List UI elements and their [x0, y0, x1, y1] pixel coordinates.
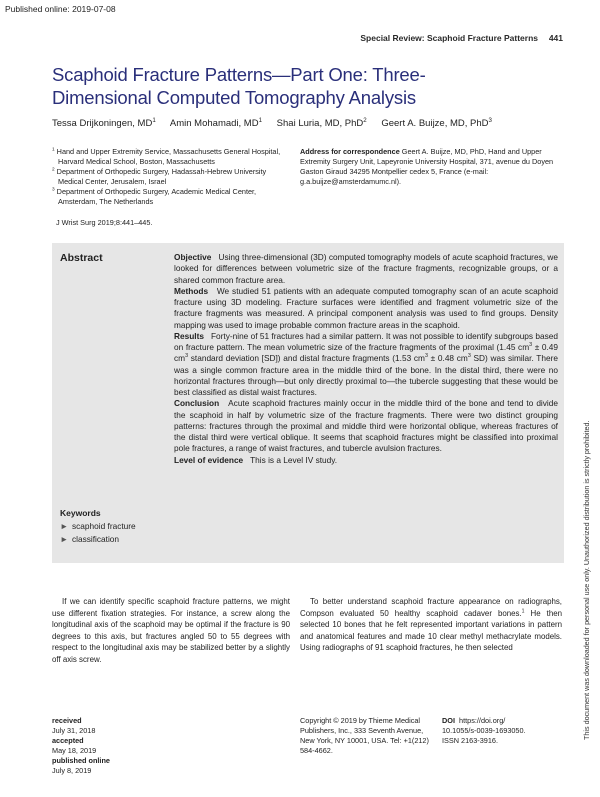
doi-id: 10.1055/s-0039-1693050. [442, 726, 526, 735]
published-label: published online [52, 756, 110, 765]
affiliation-text: Department of Orthopedic Surgery, Academic Medical Center, Amsterdam, The Netherlands [56, 187, 257, 206]
affiliation-text: Department of Orthopedic Surgery, Hadassah-Hebrew University Medical Center, Jerusalem, Israel [56, 167, 267, 186]
objective-label: Objective [174, 252, 212, 262]
author-list [52, 118, 552, 129]
accepted-label: accepted [52, 736, 84, 745]
results-text: standard deviation [SD]) and distal fracture fragments (1.53 cm [188, 353, 425, 364]
article-title [52, 63, 512, 109]
evidence-text: This is a Level IV study. [250, 454, 338, 465]
abstract-objective [174, 252, 558, 286]
results-text: Forty-nine of 51 fractures had a similar pattern. It was not possible to identify subgroups based on fracture pattern. The mean volumetric size of the fracture fragments of the proximal (1.45 cm [174, 330, 558, 352]
author: Amin Mohamadi, MD [169, 118, 259, 129]
abstract-conclusion [174, 398, 558, 454]
abstract-methods [174, 286, 558, 331]
body-text: He then selected 10 bones that he felt represented important variations in pattern and anatomical features and made 10 clear methyl methacrylate models. Using radiographs of 91 scaphoid fractures, he then selected [300, 608, 562, 652]
affiliation-text: Hand and Upper Extremity Service, Massachusetts General Hospital, Harvard Medical School, Boston, Massachusetts [56, 147, 281, 166]
objective-text: Using three-dimensional (3D) computed tomography models of acute scaphoid fractures, we looked for differences between volumetric size of the fracture fragments, recognizable groups, or a shared common fracture area. [174, 252, 558, 285]
keyword-text: scaphoid fracture [72, 521, 136, 531]
arrow-bullet-icon: ► [60, 521, 69, 531]
correspondence-address [300, 147, 562, 187]
arrow-bullet-icon: ► [60, 534, 69, 544]
keyword-item [60, 520, 136, 533]
author-affiliation-mark: 1 [152, 116, 156, 124]
body-paragraph [300, 596, 562, 654]
received-label: received [52, 716, 82, 725]
author: Tessa Drijkoningen, MD [52, 118, 153, 129]
received-date: July 31, 2018 [52, 726, 96, 735]
affiliations [52, 147, 292, 207]
keyword-text: classification [72, 534, 120, 544]
keyword-item [60, 533, 136, 546]
published-date: July 8, 2019 [52, 766, 92, 775]
copyright-notice: Copyright © 2019 by Thieme Medical Publishers, Inc., 333 Seventh Avenue, New York, NY 10001, USA. Tel: +1(212) 584-4662. [300, 716, 429, 755]
author: Shai Luria, MD, PhD [276, 118, 364, 129]
abstract-evidence [174, 455, 558, 466]
doi-link[interactable]: https://doi.org/ [459, 716, 506, 725]
methods-text: We studied 51 patients with an adequate computed tomography scan of an acute scaphoid fracture using 3D modeling. Fracture surfaces were identified and fragment volumetric size of the fracture fragments was measured. A principal component analysis was used to find groups. Density mapping was used to image probable common fracture areas in the scaphoid. [174, 285, 559, 330]
issn: ISSN 2163-3916. [442, 736, 498, 745]
body-column-right [300, 596, 562, 654]
affiliation-number: 2 [52, 167, 55, 173]
author-affiliation-mark: 3 [488, 116, 492, 124]
keywords-list [60, 520, 136, 546]
abstract-heading: Abstract [60, 252, 103, 264]
author-affiliation-mark: 1 [258, 116, 263, 124]
running-head: Special Review: Scaphoid Fracture Patterns [360, 33, 538, 43]
affiliation [52, 187, 292, 207]
superscript: 3 [424, 353, 428, 360]
abstract-body [174, 252, 558, 466]
journal-citation: J Wrist Surg 2019;8:441–445. [56, 218, 153, 227]
evidence-label: Level of evidence [174, 454, 244, 465]
title-line-2: Dimensional Computed Tomography Analysis [52, 87, 416, 108]
doi-label: DOI [442, 716, 455, 725]
body-text: To better understand scaphoid fracture appearance on radiographs, Compson evaluated 50 healthy scaphoid cadaver bones. [300, 597, 562, 618]
author-affiliation-mark: 2 [363, 116, 367, 124]
published-online-stamp: Published online: 2019-07-08 [5, 4, 116, 14]
results-text: SD) was similar. There was a single common fracture area in the middle third of the bone. In the distal third, there were no horizontal fractures through—but only directly proximal to—the tubercle suggesting that these would be best classified as distal waist fractures. [174, 353, 558, 397]
abstract-results [174, 331, 558, 399]
correspondence-label: Address for correspondence [300, 147, 400, 156]
body-column-left [52, 596, 290, 665]
results-text: ± 0.49 cm [174, 342, 558, 364]
reference-mark: 1 [521, 607, 525, 614]
correspondence-text: Geert A. Buijze, MD, PhD, Hand and Upper Extremity Surgery Unit, Lapeyronie University Hospital, 371, avenue du Doyen Gaston Giraud 34295 Montpellier cedex 5, France (e-mail: g.a.buijze@amsterdamumc.nl). [300, 147, 554, 186]
affiliation [52, 147, 292, 167]
keywords-heading: Keywords [60, 508, 101, 518]
superscript: 3 [529, 342, 533, 349]
conclusion-text: Acute scaphoid fractures mainly occur in the middle third of the bone and tend to divide the scaphoid in half by volumetric size of the fracture fragments. There were two distinct grouping patterns: fractures through the proximal and middle third were horizontal oblique, whereas fractures of the distal third were vertical oblique. It seems that scaphoid fractures might be classified into proximal pole fractures, a range of waist fractures, and tubercle avulsion fractures. [174, 398, 558, 454]
title-line-1: Scaphoid Fracture Patterns—Part One: Three- [52, 64, 426, 85]
body-paragraph: If we can identify specific scaphoid fracture patterns, we might use different fixation strategies. For instance, a screw along the longitudinal axis of the scaphoid may be optimal if the fracture is 90 degrees to this axis, but fractures angled 50 to 55 degrees with respect to the longitudinal axis may be stabilized better by a slightly off axis screw. [52, 597, 290, 664]
affiliation [52, 167, 292, 187]
results-text: ± 0.48 cm [427, 353, 468, 364]
accepted-date: May 18, 2019 [52, 746, 97, 755]
affiliation-number: 3 [52, 187, 55, 193]
affiliation-number: 1 [52, 147, 55, 153]
methods-label: Methods [174, 285, 209, 296]
article-dates [52, 716, 110, 776]
author: Geert A. Buijze, MD, PhD [381, 118, 489, 129]
results-label: Results [174, 330, 204, 341]
conclusion-label: Conclusion [174, 398, 220, 409]
superscript: 3 [467, 353, 471, 360]
page-number: 441 [548, 33, 563, 43]
download-notice: This document was downloaded for personal use only. Unauthorized distribution is strictly prohibited. [582, 420, 591, 740]
superscript: 3 [185, 353, 189, 360]
doi-block [442, 716, 562, 746]
